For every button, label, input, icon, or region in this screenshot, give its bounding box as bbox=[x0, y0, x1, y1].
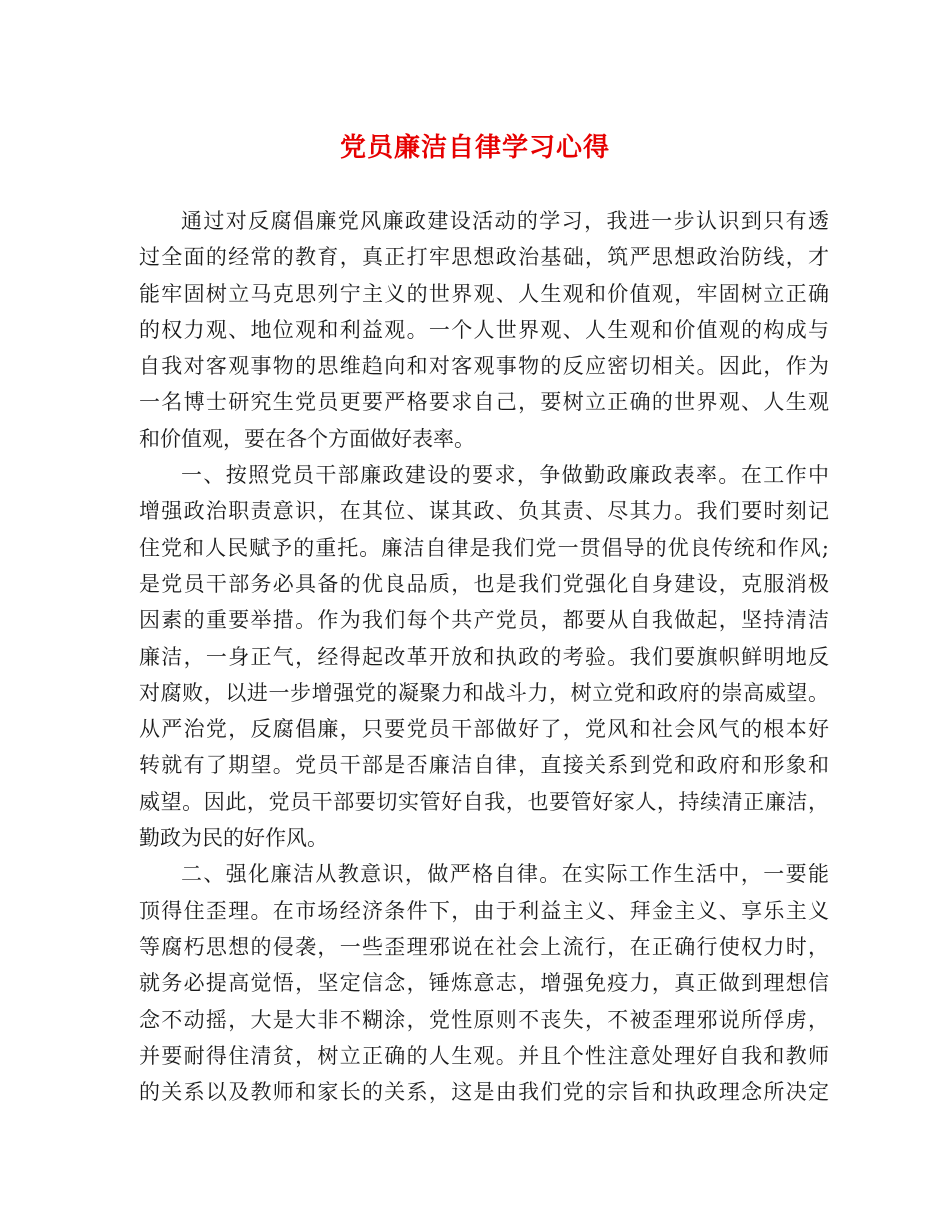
text-line: 念不动摇，大是大非不糊涂，党性原则不丧失，不被歪理邪说所俘虏， bbox=[139, 1007, 829, 1032]
text-line: 等腐朽思想的侵袭，一些歪理邪说在社会上流行，在正确行使权力时， bbox=[139, 934, 829, 959]
text-line: 一名博士研究生党员更要严格要求自己，要树立正确的世界观、人生观 bbox=[139, 390, 829, 415]
text-line: 就务必提高觉悟，坚定信念，锤炼意志，增强免疫力，真正做到理想信 bbox=[139, 971, 829, 996]
text-line: 增强政治职责意识，在其位、谋其政、负其责、尽其力。我们要时刻记 bbox=[139, 499, 829, 524]
text-line: 威望。因此，党员干部要切实管好自我，也要管好家人，持续清正廉洁， bbox=[139, 789, 829, 814]
text-line: 是党员干部务必具备的优良品质，也是我们党强化自身建设，克服消极 bbox=[139, 571, 829, 596]
text-line: 从严治党，反腐倡廉，只要党员干部做好了，党风和社会风气的根本好 bbox=[139, 717, 829, 742]
text-line: 二、强化廉洁从教意识，做严格自律。在实际工作生活中，一要能 bbox=[181, 862, 829, 887]
text-line: 一、按照党员干部廉政建设的要求，争做勤政廉政表率。在工作中 bbox=[181, 463, 829, 488]
text-line: 的关系以及教师和家长的关系，这是由我们党的宗旨和执政理念所决定 bbox=[139, 1080, 829, 1105]
text-line: 廉洁，一身正气，经得起改革开放和执政的考验。我们要旗帜鲜明地反 bbox=[139, 644, 829, 669]
text-line: 能牢固树立马克思列宁主义的世界观、人生观和价值观，牢固树立正确 bbox=[139, 281, 829, 306]
text-line: 勤政为民的好作风。 bbox=[139, 826, 328, 851]
paragraph bbox=[139, 856, 829, 1110]
paragraph bbox=[139, 457, 829, 856]
text-line: 自我对客观事物的思维趋向和对客观事物的反应密切相关。因此，作为 bbox=[139, 354, 829, 379]
page-title: 党员廉洁自律学习心得 bbox=[339, 133, 610, 163]
paragraph bbox=[139, 203, 829, 457]
text-line: 转就有了期望。党员干部是否廉洁自律，直接关系到党和政府和形象和 bbox=[139, 753, 829, 778]
text-line: 因素的重要举措。作为我们每个共产党员，都要从自我做起，坚持清洁 bbox=[139, 608, 829, 633]
text-line: 并要耐得住清贫，树立正确的人生观。并且个性注意处理好自我和教师 bbox=[139, 1043, 829, 1068]
document-body bbox=[139, 203, 829, 1110]
text-line: 过全面的经常的教育，真正打牢思想政治基础，筑严思想政治防线，才 bbox=[139, 245, 829, 270]
text-line: 住党和人民赋予的重托。廉洁自律是我们党一贯倡导的优良传统和作风; bbox=[139, 535, 829, 560]
text-line: 顶得住歪理。在市场经济条件下，由于利益主义、拜金主义、享乐主义 bbox=[139, 898, 829, 923]
text-line: 和价值观，要在各个方面做好表率。 bbox=[139, 426, 475, 451]
text-line: 的权力观、地位观和利益观。一个人世界观、人生观和价值观的构成与 bbox=[139, 317, 829, 342]
text-line: 通过对反腐倡廉党风廉政建设活动的学习，我进一步认识到只有透 bbox=[181, 209, 829, 233]
text-line: 对腐败，以进一步增强党的凝聚力和战斗力，树立党和政府的崇高威望。 bbox=[139, 680, 829, 705]
